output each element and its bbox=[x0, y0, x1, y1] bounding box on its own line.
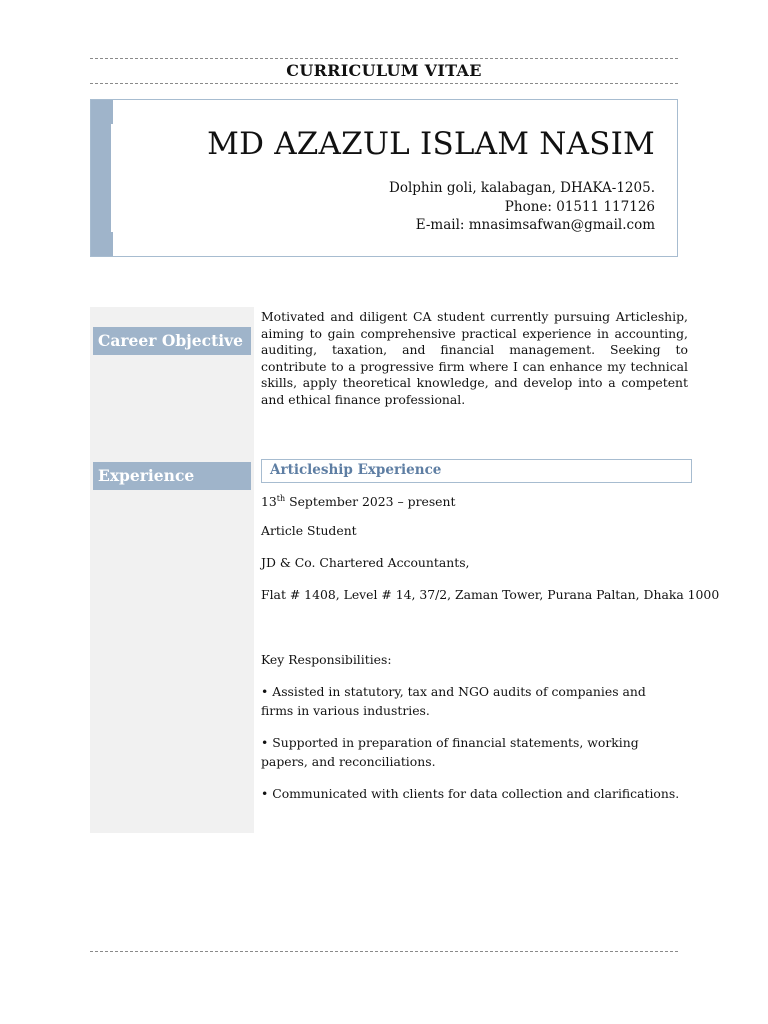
experience-label: Experience bbox=[93, 462, 251, 490]
career-objective-text: Motivated and diligent CA student currently pursuing Articleship, aiming to gain comprehensive practical experience in accounting, auditing, taxation, and financial management. Seeking to contribute to a progressive firm where I can enhance my technical skills, apply theoretical knowledge, and develop into a competent and ethical finance professional. bbox=[261, 309, 688, 407]
header-strip-line bbox=[111, 124, 113, 232]
date-rest: September 2023 – present bbox=[285, 494, 456, 509]
responsibility-item: • Assisted in statutory, tax and NGO audits of companies and firms in various industries. bbox=[261, 684, 646, 718]
email-line: E-mail: mnasimsafwan@gmail.com bbox=[415, 217, 655, 233]
responsibility-item: • Supported in preparation of financial statements, working papers, and reconciliations. bbox=[261, 735, 639, 769]
phone-line: Phone: 01511 117126 bbox=[504, 198, 655, 215]
header-accent-strip bbox=[91, 100, 113, 256]
document-title: CURRICULUM VITAE bbox=[286, 61, 482, 80]
experience-address: Flat # 1408, Level # 14, 37/2, Zaman Tower, Purana Paltan, Dhaka 1000 bbox=[261, 587, 720, 602]
title-dashed-divider bbox=[90, 83, 678, 84]
date-day: 13 bbox=[261, 494, 277, 509]
header-box bbox=[90, 99, 678, 257]
responsibility-item: • Communicated with clients for data collection and clarifications. bbox=[261, 786, 680, 801]
address-line: Dolphin goli, kalabagan, DHAKA-1205. bbox=[389, 180, 655, 196]
section-sidebar bbox=[90, 307, 254, 833]
top-dashed-divider bbox=[90, 58, 678, 59]
experience-firm: JD & Co. Chartered Accountants, bbox=[261, 555, 470, 570]
contact-block bbox=[389, 179, 655, 235]
experience-role: Article Student bbox=[261, 523, 357, 538]
date-suffix: th bbox=[276, 494, 286, 503]
career-objective-label: Career Objective bbox=[93, 327, 251, 355]
articleship-subheading: Articleship Experience bbox=[270, 462, 442, 478]
experience-date bbox=[261, 489, 693, 511]
responsibilities-label: Key Responsibilities: bbox=[261, 652, 392, 667]
articleship-subheading-box bbox=[261, 459, 692, 483]
candidate-name: MD AZAZUL ISLAM NASIM bbox=[207, 126, 655, 162]
bottom-dashed-divider bbox=[90, 951, 678, 952]
